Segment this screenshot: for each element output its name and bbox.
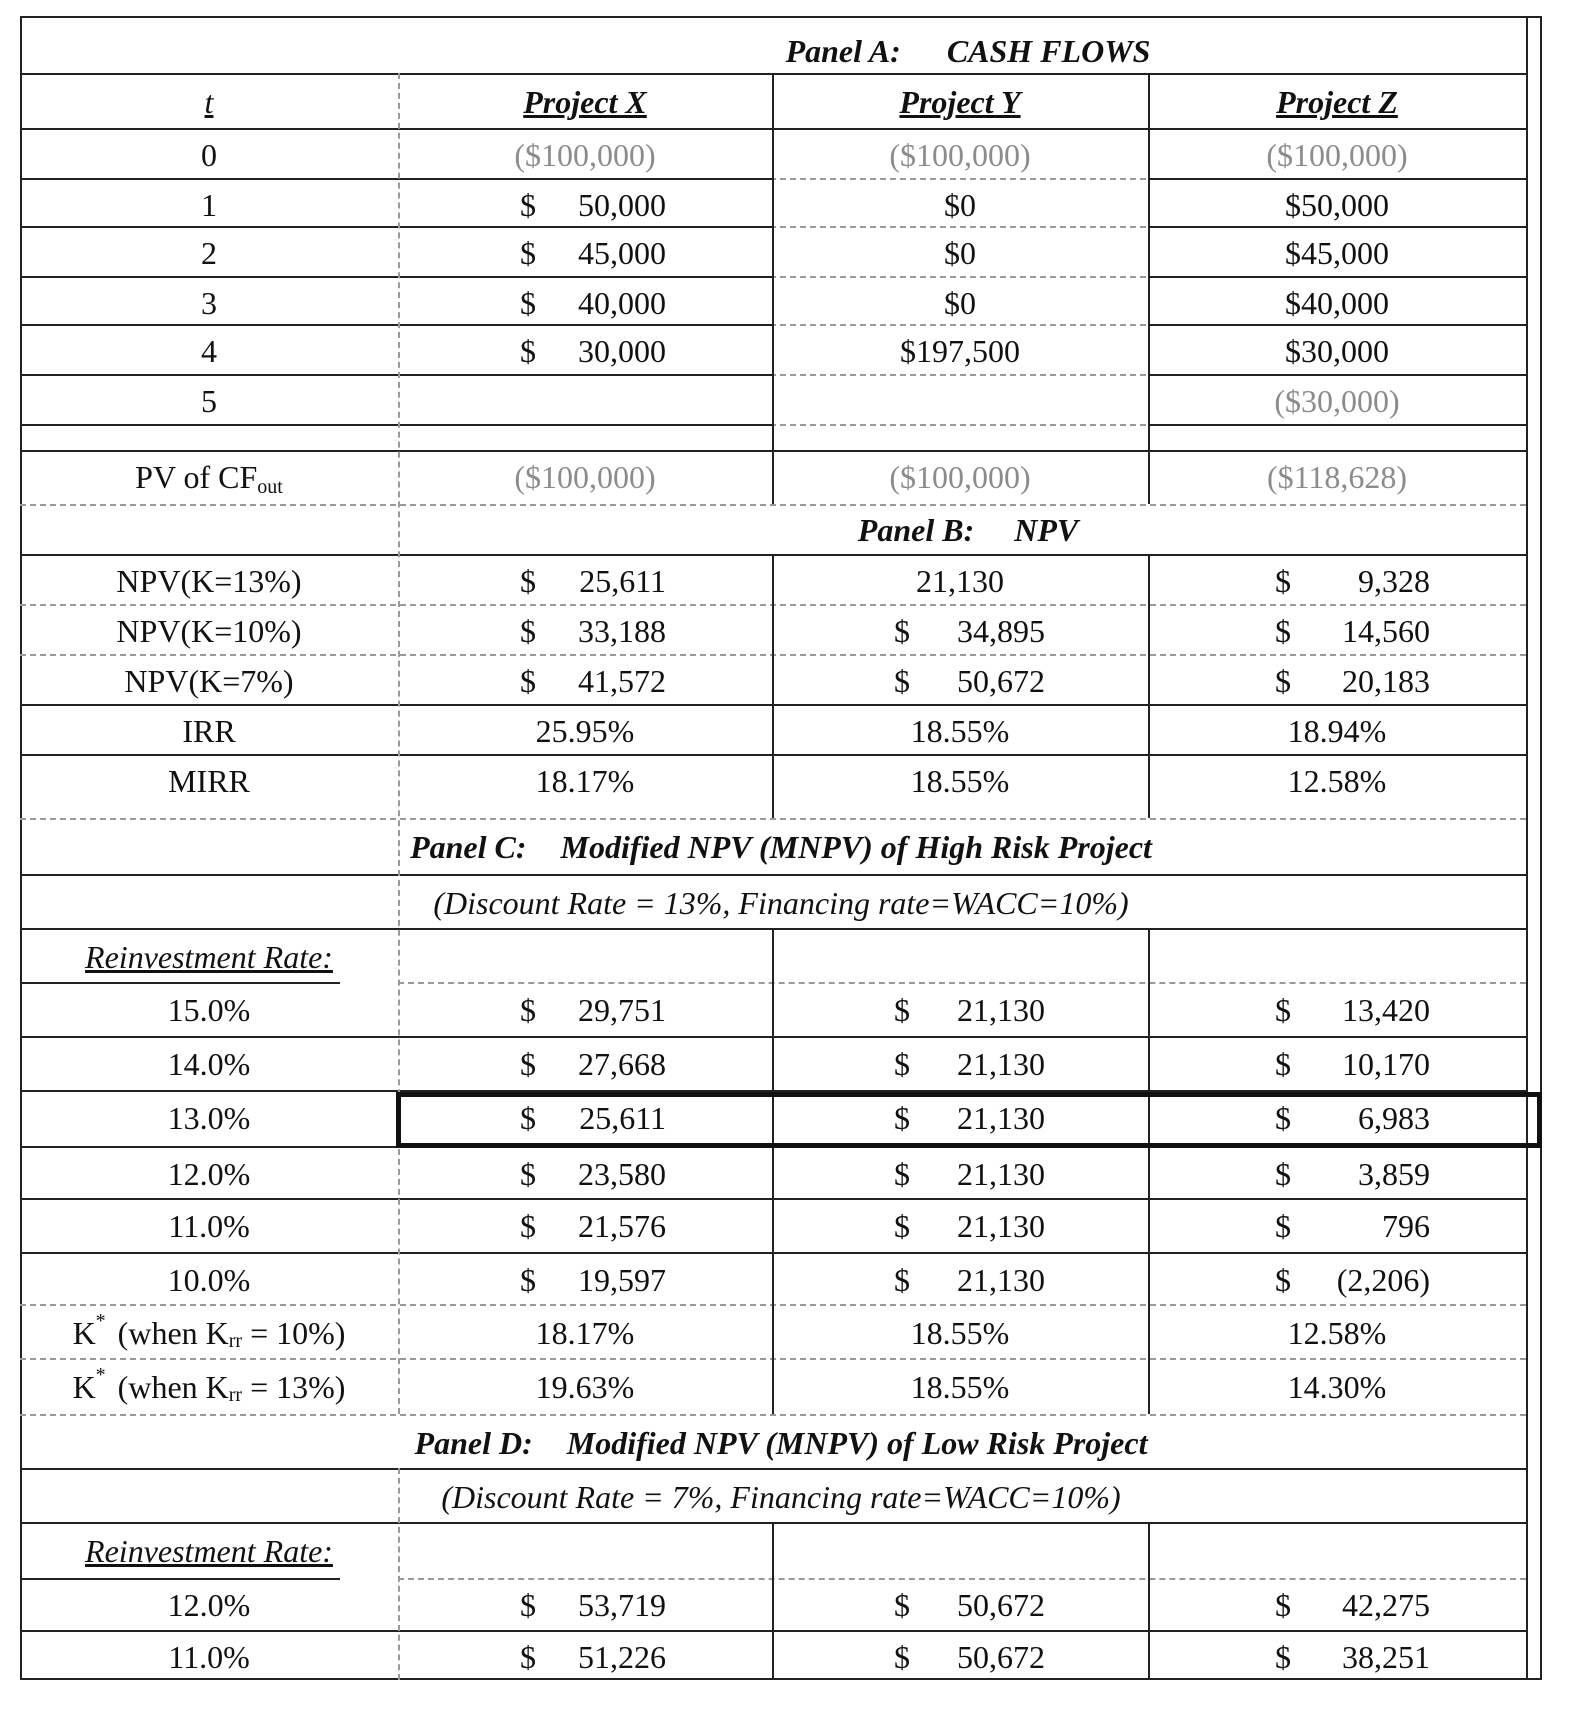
cashflow-z-row-5: ($30,000) bbox=[1274, 382, 1400, 419]
kstar-value-z-row-1: 14.30% bbox=[1287, 1368, 1387, 1405]
t-row-1: 1 bbox=[201, 186, 217, 223]
mnpv-high-x-row-0-amount: 29,751 bbox=[578, 991, 666, 1028]
npv-x-row-2-currency: $ bbox=[520, 662, 536, 699]
cashflow-x-row-0: ($100,000) bbox=[514, 136, 656, 173]
pv-value-x: ($100,000) bbox=[514, 458, 656, 495]
panel-d-title bbox=[20, 1416, 1542, 1470]
highlight-box-13pct-row bbox=[396, 1092, 1542, 1148]
panel-b-subtitle: NPV bbox=[1014, 511, 1079, 548]
npv-label-row-2: NPV(K=7%) bbox=[124, 662, 294, 699]
mnpv-high-x-row-3-currency: $ bbox=[520, 1155, 536, 1192]
cashflow-x-row-3 bbox=[520, 278, 666, 328]
cashflow-x-row-2 bbox=[520, 228, 666, 278]
mirr-value-z: 12.58% bbox=[1287, 762, 1387, 799]
mnpv-low-y-row-1 bbox=[894, 1632, 1045, 1682]
reinvest-rate-c-row-4: 11.0% bbox=[168, 1207, 250, 1244]
mnpv-high-z-row-2-amount: 6,983 bbox=[1358, 1099, 1430, 1136]
npv-x-row-2 bbox=[520, 656, 666, 706]
panel-a-subtitle: CASH FLOWS bbox=[946, 32, 1151, 69]
mnpv-low-z-row-0 bbox=[1275, 1580, 1430, 1630]
panel-c-title bbox=[20, 820, 1542, 874]
npv-x-row-1-amount: 33,188 bbox=[578, 612, 666, 649]
kstar-k-1: K bbox=[72, 1368, 96, 1405]
mnpv-high-z-row-4-currency: $ bbox=[1275, 1207, 1291, 1244]
panel-d-reinvestment-label: Reinvestment Rate: bbox=[85, 1532, 333, 1569]
mnpv-low-z-row-1-amount: 38,251 bbox=[1342, 1638, 1430, 1675]
mnpv-high-x-row-4-currency: $ bbox=[520, 1207, 536, 1244]
npv-z-row-2-amount: 20,183 bbox=[1342, 662, 1430, 699]
npv-y-row-2-amount: 50,672 bbox=[957, 662, 1045, 699]
v-rule bbox=[1148, 1522, 1150, 1680]
mirr-value-y: 18.55% bbox=[910, 762, 1010, 799]
kstar-sup-1: * bbox=[95, 1363, 106, 1386]
mnpv-high-z-row-4 bbox=[1275, 1200, 1430, 1252]
npv-z-row-0 bbox=[1275, 556, 1430, 606]
panel-b-title bbox=[394, 506, 1542, 554]
pv-value-y: ($100,000) bbox=[889, 458, 1031, 495]
npv-x-row-0-amount: 25,611 bbox=[579, 562, 666, 599]
project-y-header: Project Y bbox=[899, 83, 1021, 120]
panel-d-note: (Discount Rate = 7%, Financing rate=WACC=10%) bbox=[441, 1478, 1121, 1515]
mnpv-high-x-row-1-amount: 27,668 bbox=[578, 1045, 666, 1082]
pv-cf-out-label bbox=[20, 450, 398, 504]
panel-a-label: Panel A: bbox=[785, 32, 901, 69]
mnpv-high-y-row-3 bbox=[894, 1148, 1045, 1200]
mnpv-high-x-row-0-currency: $ bbox=[520, 991, 536, 1028]
mnpv-low-y-row-0 bbox=[894, 1580, 1045, 1630]
npv-x-row-0 bbox=[520, 556, 666, 606]
mnpv-high-x-row-5-currency: $ bbox=[520, 1261, 536, 1298]
panel-c-label: Panel C: bbox=[410, 828, 527, 865]
kstar-label-row-1 bbox=[20, 1360, 398, 1414]
kstar-post-0: = 10%) bbox=[242, 1314, 346, 1351]
npv-z-row-1-currency: $ bbox=[1275, 612, 1291, 649]
mnpv-low-z-row-0-currency: $ bbox=[1275, 1586, 1291, 1623]
npv-y-row-1-currency: $ bbox=[894, 612, 910, 649]
npv-x-row-1-currency: $ bbox=[520, 612, 536, 649]
mnpv-low-x-row-0-currency: $ bbox=[520, 1586, 536, 1623]
mnpv-low-x-row-1-amount: 51,226 bbox=[578, 1638, 666, 1675]
npv-z-row-1-amount: 14,560 bbox=[1342, 612, 1430, 649]
mnpv-high-x-row-2-currency: $ bbox=[520, 1099, 536, 1136]
mnpv-high-y-row-2-currency: $ bbox=[894, 1099, 910, 1136]
cashflow-x-row-1-amount: 50,000 bbox=[578, 186, 666, 223]
npv-x-row-0-currency: $ bbox=[520, 562, 536, 599]
mnpv-high-x-row-1 bbox=[520, 1038, 666, 1090]
cashflow-y-row-2: $0 bbox=[944, 234, 976, 271]
irr-value-z: 18.94% bbox=[1287, 712, 1387, 749]
panel-c-note: (Discount Rate = 13%, Financing rate=WACC=10%) bbox=[433, 884, 1129, 921]
mnpv-low-x-row-1-currency: $ bbox=[520, 1638, 536, 1675]
mnpv-high-x-row-3 bbox=[520, 1148, 666, 1200]
pv-value-z: ($118,628) bbox=[1266, 458, 1408, 495]
mnpv-high-x-row-4 bbox=[520, 1200, 666, 1252]
cashflow-x-row-1-currency: $ bbox=[520, 186, 536, 223]
cashflow-x-row-2-currency: $ bbox=[520, 234, 536, 271]
mnpv-high-y-row-5 bbox=[894, 1254, 1045, 1306]
kstar-value-x-row-0: 18.17% bbox=[535, 1314, 635, 1351]
npv-label-row-1: NPV(K=10%) bbox=[116, 612, 302, 649]
npv-z-row-2-currency: $ bbox=[1275, 662, 1291, 699]
mnpv-low-z-row-0-amount: 42,275 bbox=[1342, 1586, 1430, 1623]
mnpv-high-x-row-4-amount: 21,576 bbox=[578, 1207, 666, 1244]
mnpv-high-z-row-4-amount: 796 bbox=[1382, 1207, 1430, 1244]
mnpv-high-z-row-3-currency: $ bbox=[1275, 1155, 1291, 1192]
mnpv-high-z-row-1 bbox=[1275, 1038, 1430, 1090]
panel-a-title bbox=[394, 28, 1542, 74]
kstar-sup-0: * bbox=[95, 1309, 106, 1332]
t-row-0: 0 bbox=[201, 136, 217, 173]
mnpv-high-z-row-0-currency: $ bbox=[1275, 991, 1291, 1028]
mnpv-low-x-row-0 bbox=[520, 1580, 666, 1630]
mnpv-high-y-row-0 bbox=[894, 984, 1045, 1036]
kstar-label-row-0 bbox=[20, 1306, 398, 1360]
reinvest-rate-c-row-0: 15.0% bbox=[167, 991, 251, 1028]
mnpv-low-y-row-1-amount: 50,672 bbox=[957, 1638, 1045, 1675]
cashflow-z-row-0: ($100,000) bbox=[1266, 136, 1408, 173]
mnpv-high-z-row-3 bbox=[1275, 1148, 1430, 1200]
reinvest-rate-c-row-5: 10.0% bbox=[167, 1261, 251, 1298]
npv-y-row-1-amount: 34,895 bbox=[957, 612, 1045, 649]
mnpv-high-x-row-5 bbox=[520, 1254, 666, 1306]
cashflow-x-row-1 bbox=[520, 180, 666, 230]
t-column-header: t bbox=[204, 83, 214, 120]
mnpv-high-y-row-0-amount: 21,130 bbox=[957, 991, 1045, 1028]
npv-label-row-0: NPV(K=13%) bbox=[116, 562, 302, 599]
panel-d-label: Panel D: bbox=[414, 1424, 533, 1461]
npv-x-row-2-amount: 41,572 bbox=[578, 662, 666, 699]
reinvest-rate-d-row-1: 11.0% bbox=[168, 1638, 250, 1675]
kstar-post-1: = 13%) bbox=[242, 1368, 346, 1405]
mirr-label: MIRR bbox=[168, 762, 250, 799]
npv-x-row-1 bbox=[520, 606, 666, 656]
panel-c-reinvestment-label: Reinvestment Rate: bbox=[85, 938, 333, 975]
mnpv-high-y-row-4 bbox=[894, 1200, 1045, 1252]
cashflow-x-row-4-amount: 30,000 bbox=[578, 332, 666, 369]
reinvest-rate-d-row-0: 12.0% bbox=[167, 1586, 251, 1623]
mnpv-high-y-row-2-amount: 21,130 bbox=[957, 1099, 1045, 1136]
t-row-5: 5 bbox=[201, 382, 217, 419]
mnpv-high-x-row-5-amount: 19,597 bbox=[578, 1261, 666, 1298]
pv-label-text: PV of CF bbox=[135, 458, 258, 495]
cashflow-z-row-1: $50,000 bbox=[1285, 186, 1389, 223]
kstar-pre-0: (when K bbox=[117, 1314, 229, 1351]
npv-z-row-1 bbox=[1275, 606, 1430, 656]
mnpv-low-y-row-0-amount: 50,672 bbox=[957, 1586, 1045, 1623]
mnpv-high-x-row-1-currency: $ bbox=[520, 1045, 536, 1082]
kstar-value-x-row-1: 19.63% bbox=[535, 1368, 635, 1405]
cashflow-x-row-5 bbox=[398, 376, 772, 426]
cashflow-y-row-4: $197,500 bbox=[900, 332, 1020, 369]
npv-y-row-1 bbox=[894, 606, 1045, 656]
t-row-2: 2 bbox=[201, 234, 217, 271]
mnpv-high-z-row-5-currency: $ bbox=[1275, 1261, 1291, 1298]
mnpv-high-y-row-1 bbox=[894, 1038, 1045, 1090]
cashflow-y-row-0: ($100,000) bbox=[889, 136, 1031, 173]
mnpv-high-y-row-5-amount: 21,130 bbox=[957, 1261, 1045, 1298]
panel-c-subtitle: Modified NPV (MNPV) of High Risk Project bbox=[560, 828, 1152, 865]
npv-y-row-2 bbox=[894, 656, 1045, 706]
mnpv-high-y-row-4-currency: $ bbox=[894, 1207, 910, 1244]
cashflow-z-row-4: $30,000 bbox=[1285, 332, 1389, 369]
mnpv-high-x-row-0 bbox=[520, 984, 666, 1036]
t-row-3: 3 bbox=[201, 284, 217, 321]
kstar-sub-1: rr bbox=[228, 1383, 243, 1406]
mnpv-high-z-row-1-currency: $ bbox=[1275, 1045, 1291, 1082]
irr-label: IRR bbox=[182, 712, 236, 749]
mnpv-high-z-row-3-amount: 3,859 bbox=[1358, 1155, 1430, 1192]
mnpv-low-y-row-1-currency: $ bbox=[894, 1638, 910, 1675]
mnpv-high-z-row-0 bbox=[1275, 984, 1430, 1036]
mnpv-high-z-row-5-amount: (2,206) bbox=[1336, 1261, 1430, 1298]
cashflow-x-row-2-amount: 45,000 bbox=[578, 234, 666, 271]
mnpv-high-y-row-3-amount: 21,130 bbox=[957, 1155, 1045, 1192]
mnpv-high-z-row-1-amount: 10,170 bbox=[1342, 1045, 1430, 1082]
mnpv-high-y-row-1-currency: $ bbox=[894, 1045, 910, 1082]
mnpv-low-x-row-1 bbox=[520, 1632, 666, 1682]
panel-d-subtitle: Modified NPV (MNPV) of Low Risk Project bbox=[566, 1424, 1148, 1461]
mnpv-low-z-row-1-currency: $ bbox=[1275, 1638, 1291, 1675]
mnpv-high-y-row-1-amount: 21,130 bbox=[957, 1045, 1045, 1082]
mnpv-low-z-row-1 bbox=[1275, 1632, 1430, 1682]
irr-value-y: 18.55% bbox=[910, 712, 1010, 749]
cashflow-x-row-4 bbox=[520, 326, 666, 376]
reinvest-rate-c-row-1: 14.0% bbox=[167, 1045, 251, 1082]
cashflow-z-row-2: $45,000 bbox=[1285, 234, 1389, 271]
panel-b-label: Panel B: bbox=[857, 511, 975, 548]
npv-z-row-0-currency: $ bbox=[1275, 562, 1291, 599]
kstar-sub-0: rr bbox=[228, 1329, 243, 1352]
npv-y-row-2-currency: $ bbox=[894, 662, 910, 699]
cashflow-x-row-3-amount: 40,000 bbox=[578, 284, 666, 321]
cashflow-y-row-5 bbox=[772, 376, 1148, 426]
project-x-header: Project X bbox=[523, 83, 647, 120]
mnpv-low-y-row-0-currency: $ bbox=[894, 1586, 910, 1623]
cashflow-x-row-3-currency: $ bbox=[520, 284, 536, 321]
mnpv-high-z-row-0-amount: 13,420 bbox=[1342, 991, 1430, 1028]
reinvest-rate-c-row-2: 13.0% bbox=[167, 1099, 251, 1136]
cashflow-x-row-4-currency: $ bbox=[520, 332, 536, 369]
mnpv-high-z-row-2-currency: $ bbox=[1275, 1099, 1291, 1136]
mnpv-high-y-row-3-currency: $ bbox=[894, 1155, 910, 1192]
irr-value-x: 25.95% bbox=[535, 712, 635, 749]
mirr-value-x: 18.17% bbox=[535, 762, 635, 799]
mnpv-high-z-row-5 bbox=[1275, 1254, 1430, 1306]
mnpv-high-y-row-0-currency: $ bbox=[894, 991, 910, 1028]
reinvest-rate-c-row-3: 12.0% bbox=[167, 1155, 251, 1192]
project-z-header: Project Z bbox=[1276, 83, 1398, 120]
kstar-value-y-row-1: 18.55% bbox=[910, 1368, 1010, 1405]
cashflow-z-row-3: $40,000 bbox=[1285, 284, 1389, 321]
kstar-value-y-row-0: 18.55% bbox=[910, 1314, 1010, 1351]
mnpv-high-y-row-5-currency: $ bbox=[894, 1261, 910, 1298]
mnpv-high-x-row-2-amount: 25,611 bbox=[579, 1099, 666, 1136]
cashflow-y-row-1: $0 bbox=[944, 186, 976, 223]
v-rule bbox=[772, 1522, 774, 1680]
npv-z-row-2 bbox=[1275, 656, 1430, 706]
npv-y-row-0: 21,130 bbox=[916, 562, 1004, 599]
kstar-value-z-row-0: 12.58% bbox=[1287, 1314, 1387, 1351]
npv-z-row-0-amount: 9,328 bbox=[1358, 562, 1430, 599]
mnpv-high-y-row-4-amount: 21,130 bbox=[957, 1207, 1045, 1244]
cashflow-y-row-3: $0 bbox=[944, 284, 976, 321]
kstar-k-0: K bbox=[72, 1314, 96, 1351]
pv-label-subscript: out bbox=[257, 475, 283, 498]
mnpv-high-x-row-3-amount: 23,580 bbox=[578, 1155, 666, 1192]
kstar-pre-1: (when K bbox=[117, 1368, 229, 1405]
mnpv-low-x-row-0-amount: 53,719 bbox=[578, 1586, 666, 1623]
t-row-4: 4 bbox=[201, 332, 217, 369]
